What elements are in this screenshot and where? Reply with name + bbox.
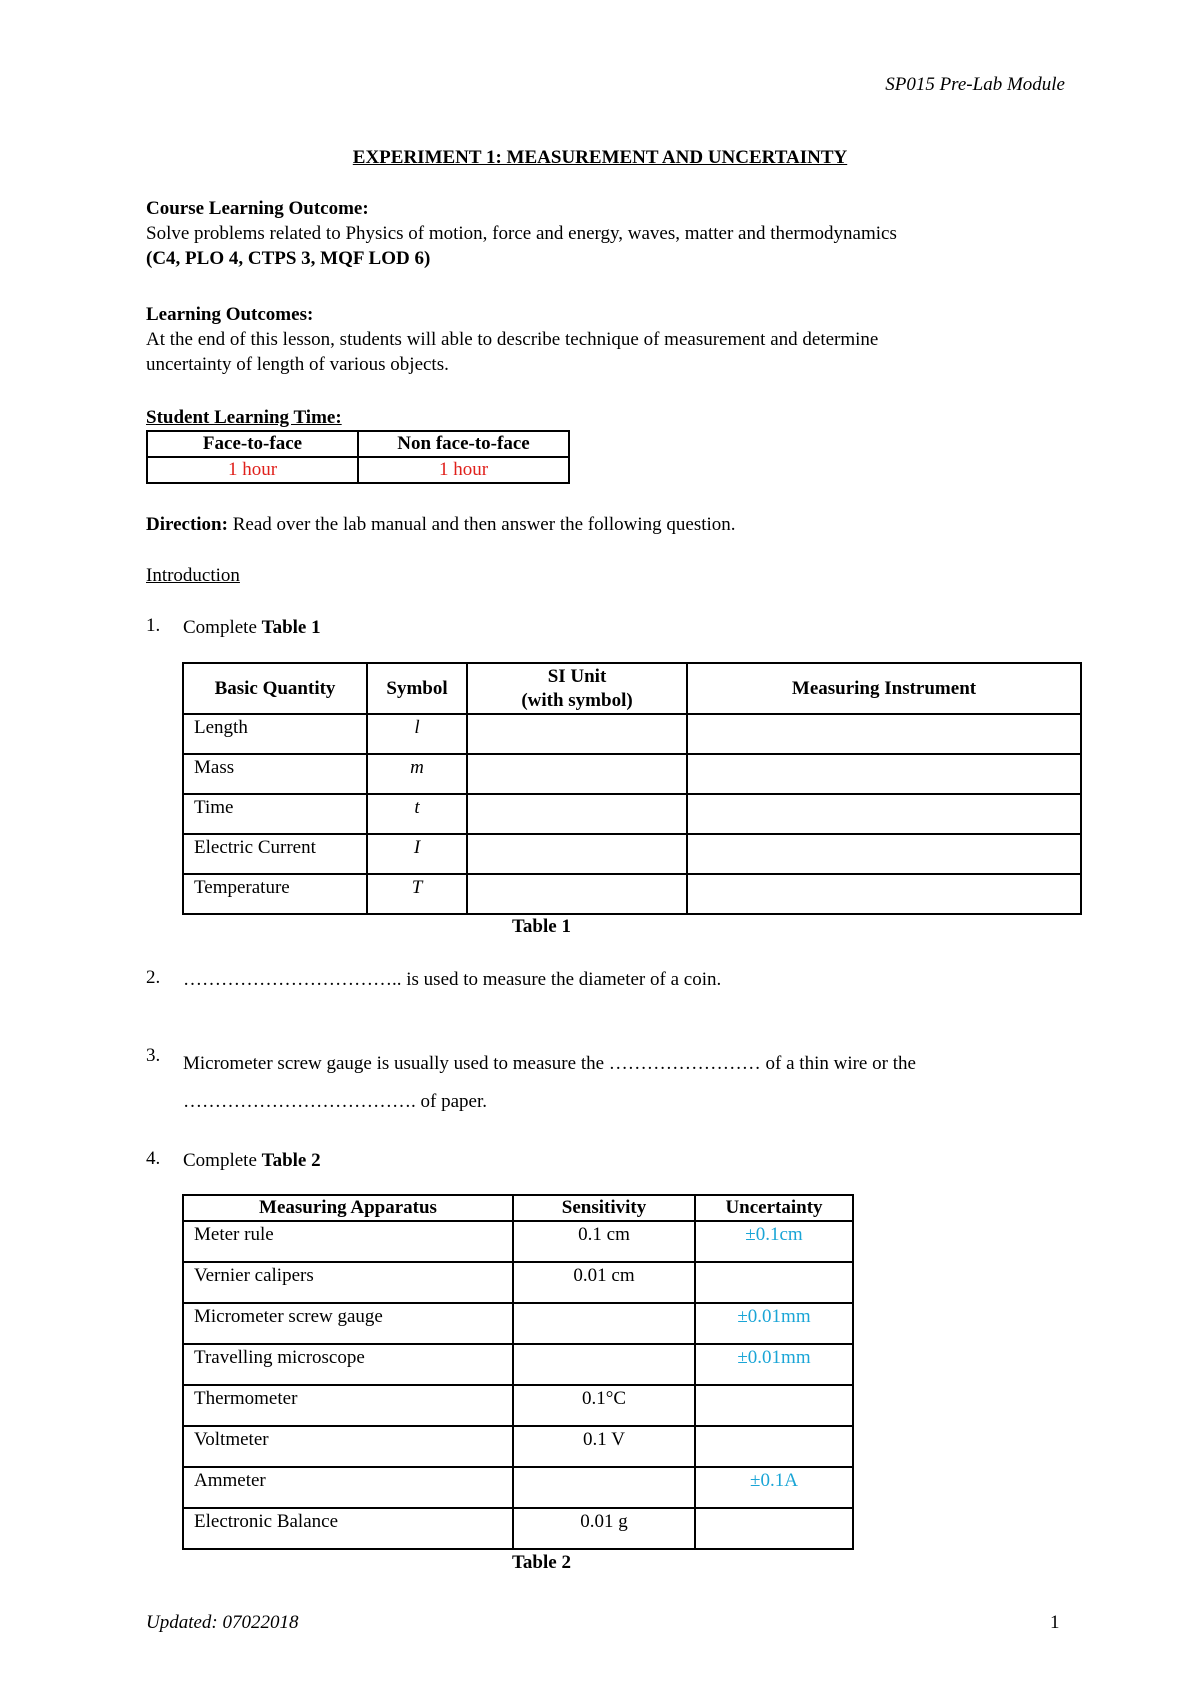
table-2-sensitivity[interactable]: 0.1 cm (513, 1221, 695, 1262)
table-1-si-unit-cell[interactable] (467, 754, 687, 794)
question-1-prefix: Complete (183, 617, 262, 638)
table-1-caption: Table 1 (512, 916, 571, 937)
table-1-symbol: m (367, 754, 467, 794)
table-1-instrument-cell[interactable] (687, 794, 1081, 834)
table-2-uncertainty[interactable]: ±0.1cm (695, 1221, 853, 1262)
course-outcome-heading: Course Learning Outcome: (146, 198, 369, 219)
learning-time-col-nonface: Non face-to-face (358, 431, 569, 457)
table-2-sensitivity[interactable]: 0.1°C (513, 1385, 695, 1426)
question-4-table-ref: Table 2 (261, 1150, 321, 1171)
question-3-line1: Micrometer screw gauge is usually used to measure the …………………… of a thin wire or the (183, 1053, 916, 1074)
table-2-header-row (183, 1195, 853, 1221)
table-1-instrument-cell[interactable] (687, 834, 1081, 874)
question-4-text (183, 1148, 1063, 1173)
learning-time-table (146, 430, 570, 484)
question-1-text (183, 615, 1063, 640)
question-1-number: 1. (146, 615, 161, 636)
table-2-uncertainty[interactable] (695, 1508, 853, 1549)
table-1-si-unit-cell[interactable] (467, 714, 687, 754)
table-2-sensitivity[interactable]: 0.01 cm (513, 1262, 695, 1303)
table-2-uncertainty[interactable]: ±0.01mm (695, 1344, 853, 1385)
table-2 (182, 1194, 854, 1550)
learning-time-value-nonface: 1 hour (358, 457, 569, 483)
table-2-header-uncertainty: Uncertainty (695, 1195, 853, 1221)
table-1-instrument-cell[interactable] (687, 874, 1081, 914)
table-2-apparatus: Thermometer (183, 1385, 513, 1426)
table-1-header-si-unit-line1: SI Unit (547, 665, 607, 687)
table-row (183, 754, 1081, 794)
table-1-si-unit-cell[interactable] (467, 794, 687, 834)
question-3-text (183, 1045, 1063, 1121)
table-1 (182, 662, 1082, 915)
table-1-si-unit-cell[interactable] (467, 874, 687, 914)
table-1-header-quantity: Basic Quantity (183, 663, 367, 714)
question-2-text: …………………………….. is used to measure the diameter of a coin. (183, 969, 722, 990)
question-2-number: 2. (146, 967, 161, 988)
introduction-heading: Introduction (146, 565, 240, 586)
direction-line (146, 512, 1066, 537)
learning-outcomes-line2: uncertainty of length of various objects. (146, 354, 449, 375)
table-2-sensitivity[interactable]: 0.1 V (513, 1426, 695, 1467)
table-1-quantity: Temperature (183, 874, 367, 914)
table-row (183, 1262, 853, 1303)
table-row (183, 1303, 853, 1344)
question-1-table-ref: Table 1 (261, 617, 321, 638)
table-row (183, 1426, 853, 1467)
table-row (183, 1467, 853, 1508)
table-row (183, 1221, 853, 1262)
table-1-si-unit-cell[interactable] (467, 834, 687, 874)
learning-time-col-face: Face-to-face (147, 431, 358, 457)
table-1-symbol: t (367, 794, 467, 834)
learning-time-value-face: 1 hour (147, 457, 358, 483)
table-2-header-sensitivity: Sensitivity (513, 1195, 695, 1221)
table-2-sensitivity[interactable] (513, 1467, 695, 1508)
table-2-apparatus: Voltmeter (183, 1426, 513, 1467)
table-2-apparatus: Vernier calipers (183, 1262, 513, 1303)
table-2-uncertainty[interactable]: ±0.1A (695, 1467, 853, 1508)
table-2-header-apparatus: Measuring Apparatus (183, 1195, 513, 1221)
course-outcome-section (146, 196, 1066, 271)
page-title: EXPERIMENT 1: MEASUREMENT AND UNCERTAINTY (352, 147, 848, 168)
table-row (183, 1344, 853, 1385)
footer-updated: Updated: 07022018 (146, 1612, 299, 1633)
course-outcome-text: Solve problems related to Physics of motion, force and energy, waves, matter and thermodynamics (146, 223, 897, 244)
question-4-prefix: Complete (183, 1150, 262, 1171)
table-2-apparatus: Electronic Balance (183, 1508, 513, 1549)
table-1-header-si-unit (467, 663, 687, 714)
table-1-symbol: I (367, 834, 467, 874)
table-1-quantity: Length (183, 714, 367, 754)
question-4-number: 4. (146, 1148, 161, 1169)
table-2-uncertainty[interactable] (695, 1426, 853, 1467)
table-2-apparatus: Meter rule (183, 1221, 513, 1262)
table-1-instrument-cell[interactable] (687, 754, 1081, 794)
table-2-apparatus: Micrometer screw gauge (183, 1303, 513, 1344)
table-2-uncertainty[interactable]: ±0.01mm (695, 1303, 853, 1344)
table-row (183, 874, 1081, 914)
table-2-sensitivity[interactable]: 0.01 g (513, 1508, 695, 1549)
question-3-number: 3. (146, 1045, 161, 1066)
direction-label: Direction: (146, 514, 228, 535)
learning-outcomes-line1: At the end of this lesson, students will able to describe technique of measurement and determine (146, 329, 879, 350)
table-1-symbol: T (367, 874, 467, 914)
table-1-header-symbol: Symbol (367, 663, 467, 714)
direction-text: Read over the lab manual and then answer the following question. (227, 514, 736, 535)
learning-outcomes-heading: Learning Outcomes: (146, 304, 314, 325)
table-1-quantity: Time (183, 794, 367, 834)
table-1-quantity: Electric Current (183, 834, 367, 874)
table-row (183, 834, 1081, 874)
table-1-header-instrument: Measuring Instrument (687, 663, 1081, 714)
table-row (183, 714, 1081, 754)
table-2-apparatus: Ammeter (183, 1467, 513, 1508)
table-2-apparatus: Travelling microscope (183, 1344, 513, 1385)
question-3-line2: ………………………………. of paper. (183, 1091, 487, 1112)
learning-outcomes-section (146, 302, 1066, 377)
table-2-sensitivity[interactable] (513, 1344, 695, 1385)
table-row (183, 1385, 853, 1426)
module-header: SP015 Pre-Lab Module (885, 74, 1065, 95)
table-2-sensitivity[interactable] (513, 1303, 695, 1344)
table-row (183, 1508, 853, 1549)
table-2-uncertainty[interactable] (695, 1262, 853, 1303)
table-2-uncertainty[interactable] (695, 1385, 853, 1426)
table-1-header-row (183, 663, 1081, 714)
table-1-instrument-cell[interactable] (687, 714, 1081, 754)
table-1-quantity: Mass (183, 754, 367, 794)
table-1-header-si-unit-line2: (with symbol) (521, 689, 633, 711)
course-outcome-codes: (C4, PLO 4, CTPS 3, MQF LOD 6) (146, 248, 431, 269)
table-row (183, 794, 1081, 834)
table-2-caption: Table 2 (512, 1552, 571, 1573)
learning-time-heading: Student Learning Time: (146, 407, 342, 428)
table-1-symbol: l (367, 714, 467, 754)
page-number: 1 (1050, 1612, 1060, 1633)
